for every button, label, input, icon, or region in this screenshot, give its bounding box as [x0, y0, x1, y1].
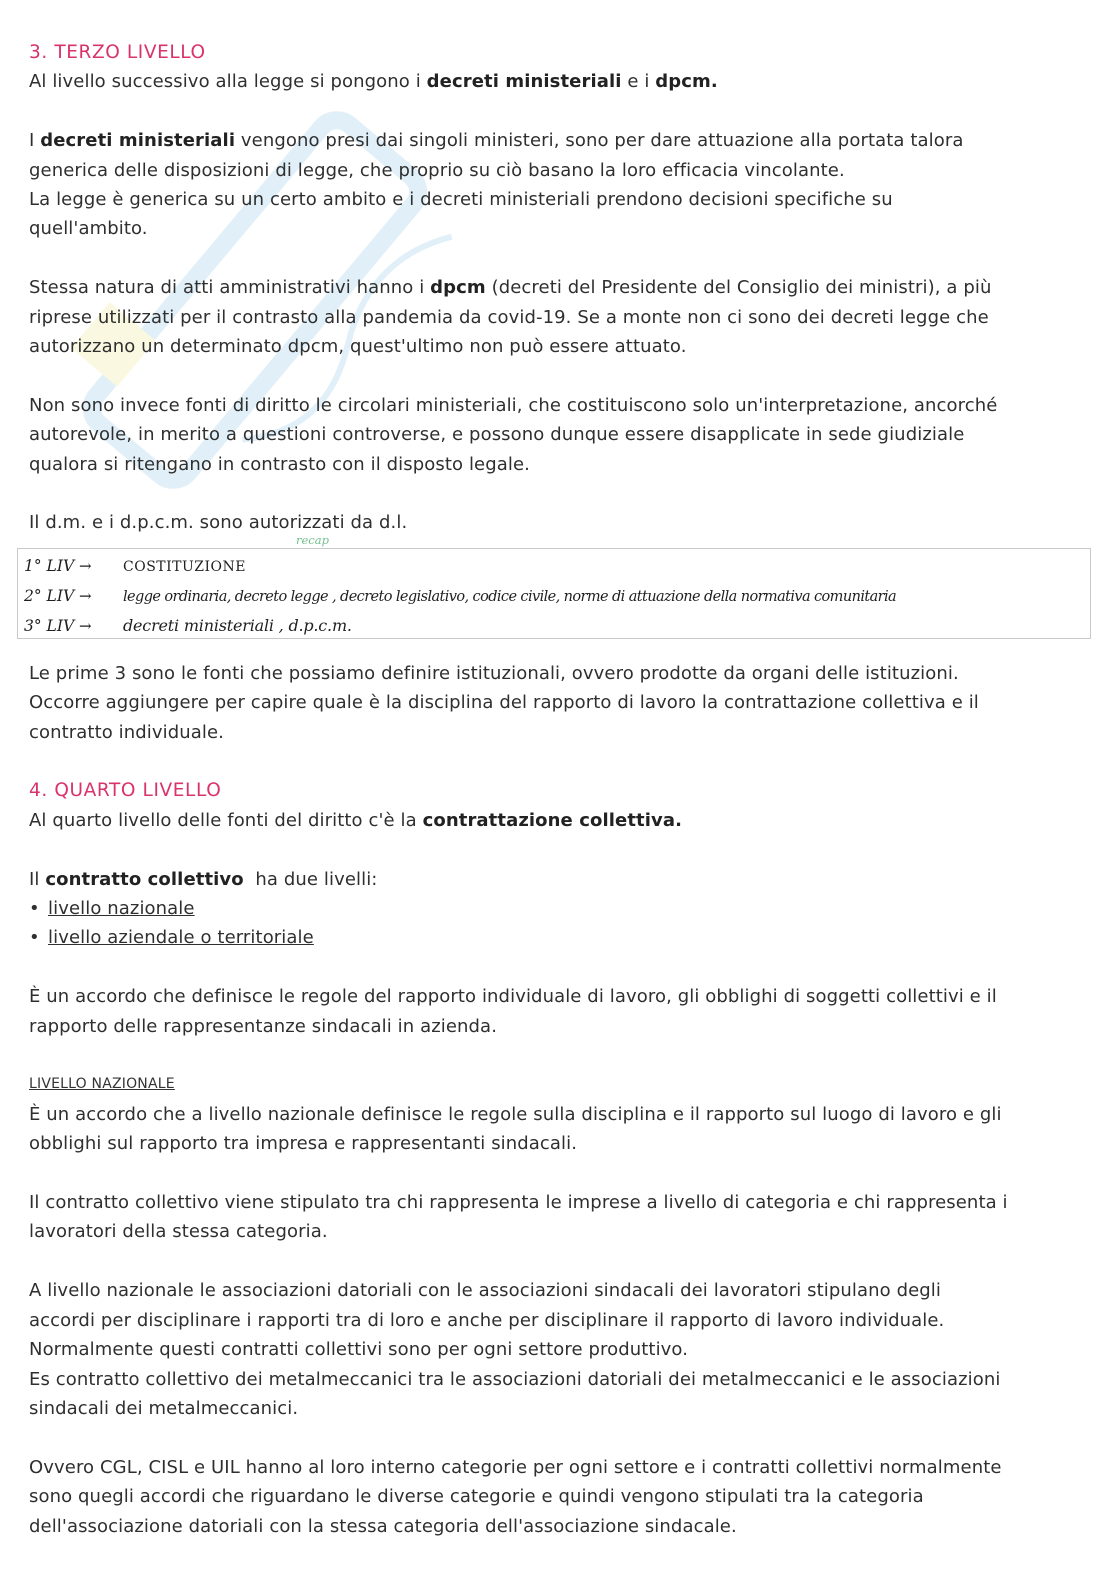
paragraph-line: Normalmente questi contratti collettivi sono per ogni settore produttivo. [29, 1339, 689, 1361]
paragraph-line: I decreti ministeriali vengono presi dai singoli ministeri, sono per dare attuazione alla portata talora [29, 130, 964, 152]
paragraph-line: autorevole, in merito a questioni controverse, e possono dunque essere disapplicate in sede giudiziale [29, 424, 965, 446]
paragraph-line: qualora si ritengano in contrasto con il disposto legale. [29, 453, 530, 475]
paragraph-line: sono quegli accordi che riguardano le diverse categorie e quindi vengono stipulati tra la categoria [29, 1486, 924, 1508]
arrow-right-icon: → [79, 556, 92, 575]
recap-level: 2° LIV [24, 586, 75, 605]
paragraph-line: Non sono invece fonti di diritto le circolari ministeriali, che costituiscono solo un'interpretazione, ancorché [29, 394, 998, 416]
recap-box [17, 548, 1091, 639]
sub-heading: LIVELLO NAZIONALE [29, 1076, 175, 1093]
document-page [24, 38, 1089, 1541]
paragraph-line: riprese utilizzati per il contrasto alla pandemia da covid-19. Se a monte non ci sono dei decreti legge che [29, 306, 989, 328]
section-4-heading: 4. QUARTO LIVELLO [29, 780, 222, 802]
paragraph-line: dell'associazione datoriali con la stessa categoria dell'associazione sindacale. [29, 1515, 737, 1537]
bullet-icon: • [29, 898, 40, 920]
paragraph-line: Ovvero CGL, CISL e UIL hanno al loro interno categorie per ogni settore e i contratti collettivi normalmente [29, 1456, 1002, 1478]
paragraph-line: Il contratto collettivo ha due livelli: [29, 868, 378, 890]
paragraph-line: Stessa natura di atti amministrativi hanno i dpcm (decreti del Presidente del Consiglio dei ministri), a più [29, 277, 992, 299]
paragraph-line: A livello nazionale le associazioni datoriali con le associazioni sindacali dei lavoratori stipulano degli [29, 1280, 941, 1302]
paragraph-line: È un accordo che a livello nazionale definisce le regole sulla disciplina e il rapporto sul luogo di lavoro e gli [29, 1103, 1002, 1125]
paragraph-line: contratto individuale. [29, 721, 225, 743]
paragraph-line: Occorre aggiungere per capire quale è la disciplina del rapporto di lavoro la contrattazione collettiva e il [29, 692, 979, 714]
recap-level: 1° LIV [24, 556, 75, 575]
section-3-intro: Al livello successivo alla legge si pongono i decreti ministeriali e i dpcm. [29, 71, 718, 93]
list-item: • livello nazionale [29, 894, 1089, 923]
recap-tag: recap [296, 532, 329, 547]
paragraph-line: quell'ambito. [29, 218, 148, 240]
section-3-heading: 3. TERZO LIVELLO [29, 42, 206, 63]
paragraph-line: lavoratori della stessa categoria. [29, 1221, 328, 1243]
recap-text: COSTITUZIONE [123, 558, 246, 575]
paragraph-line: autorizzano un determinato dpcm, quest'ultimo non può essere attuato. [29, 336, 687, 358]
paragraph-line: rapporto delle rappresentanze sindacali in azienda. [29, 1015, 498, 1037]
paragraph-line: Il contratto collettivo viene stipulato tra chi rappresenta le imprese a livello di categoria e chi rappresenta i [29, 1192, 1008, 1214]
recap-row-1 [24, 557, 246, 575]
recap-row-2 [24, 587, 896, 605]
recap-row-3 [24, 616, 352, 635]
paragraph-line: sindacali dei metalmeccanici. [29, 1397, 299, 1419]
recap-section [24, 532, 1089, 659]
arrow-right-icon: → [79, 616, 92, 635]
paragraph-line: accordi per disciplinare i rapporti tra di loro e anche per disciplinare il rapporto di lavoro individuale. [29, 1309, 945, 1331]
recap-text: decreti ministeriali , d.p.c.m. [123, 615, 352, 635]
paragraph-line: È un accordo che definisce le regole del rapporto individuale di lavoro, gli obblighi di soggetti collettivi e il [29, 986, 997, 1008]
recap-text: legge ordinaria, decreto legge , decreto legislativo, codice civile, norme di attuazione della normativa comunitaria [123, 588, 897, 605]
paragraph-line: Le prime 3 sono le fonti che possiamo definire istituzionali, ovvero prodotte da organi delle istituzioni. [29, 662, 959, 684]
section-4-intro: Al quarto livello delle fonti del diritto c'è la contrattazione collettiva. [29, 809, 683, 831]
arrow-right-icon: → [79, 586, 92, 605]
list-item: • livello aziendale o territoriale [29, 923, 1089, 952]
paragraph-line: La legge è generica su un certo ambito e i decreti ministeriali prendono decisioni specifiche su [29, 189, 893, 211]
bullet-icon: • [29, 927, 40, 949]
paragraph-line: obblighi sul rapporto tra impresa e rappresentanti sindacali. [29, 1133, 578, 1155]
paragraph-line: generica delle disposizioni di legge, che proprio su ciò basano la loro efficacia vincolante. [29, 159, 845, 181]
paragraph-line: Es contratto collettivo dei metalmeccanici tra le associazioni datoriali dei metalmeccanici e le associazioni [29, 1368, 1001, 1390]
paragraph-line: Il d.m. e i d.p.c.m. sono autorizzati da d.l. [29, 512, 408, 534]
recap-level: 3° LIV [24, 616, 75, 635]
